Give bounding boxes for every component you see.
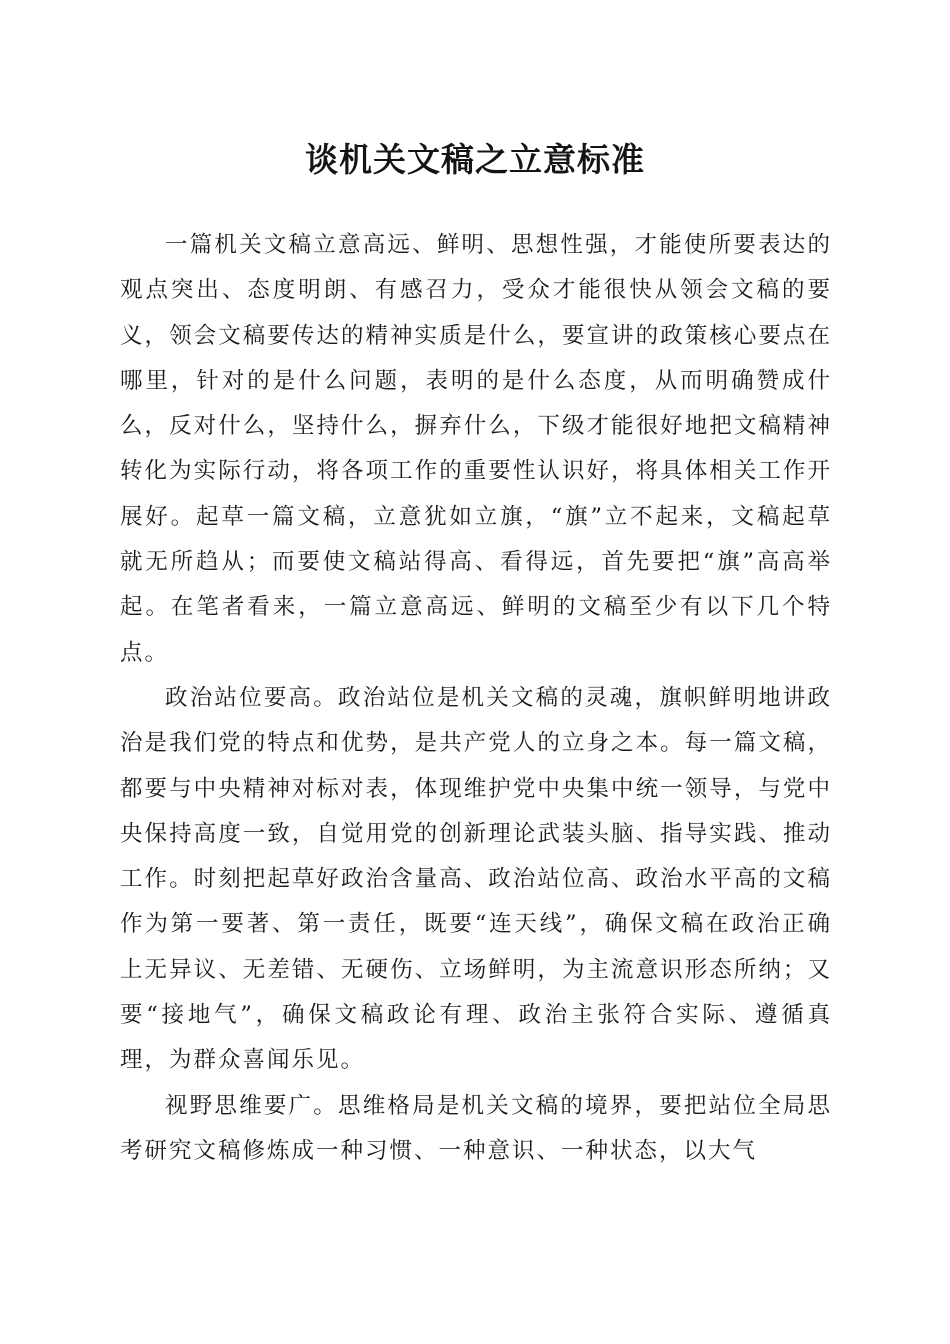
paragraph-political-stance: 政治站位要高。政治站位是机关文稿的灵魂，旗帜鲜明地讲政治是我们党的特点和优势，是共产党人的立身之本。每一篇文稿，都要与中央精神对标对表，体现维护党中央集中统一领导，与党中央保持高度一致，自觉用党的创新理论武装头脑、指导实践、推动工作。时刻把起草好政治含量高、政治站位高、政治水平高的文稿作为第一要著、第一责任，既要“连天线”，确保文稿在政治正确上无异议、无差错、无硬伤、立场鲜明，为主流意识形态所纳；又要“接地气”，确保文稿政论有理、政治主张符合实际、遵循真理，为群众喜闻乐见。: [120, 684, 832, 1074]
document-body: [120, 223, 832, 1174]
document-title: 谈机关文稿之立意标准: [305, 140, 645, 179]
paragraph-broad-vision: 视野思维要广。思维格局是机关文稿的境界，要把站位全局思考研究文稿修炼成一种习惯、一种意识、一种状态，以大气: [120, 1092, 832, 1164]
paragraph-intro: 一篇机关文稿立意高远、鲜明、思想性强，才能使所要表达的观点突出、态度明朗、有感召力，受众才能很快从领会文稿的要义，领会文稿要传达的精神实质是什么，要宣讲的政策核心要点在哪里，针对的是什么问题，表明的是什么态度，从而明确赞成什么，反对什么，坚持什么，摒弃什么，下级才能很好地把文稿精神转化为实际行动，将各项工作的重要性认识好，将具体相关工作开展好。起草一篇文稿，立意犹如立旗，“旗”立不起来，文稿起草就无所趋从；而要使文稿站得高、看得远，首先要把“旗”高高举起。在笔者看来，一篇立意高远、鲜明的文稿至少有以下几个特点。: [120, 232, 832, 666]
